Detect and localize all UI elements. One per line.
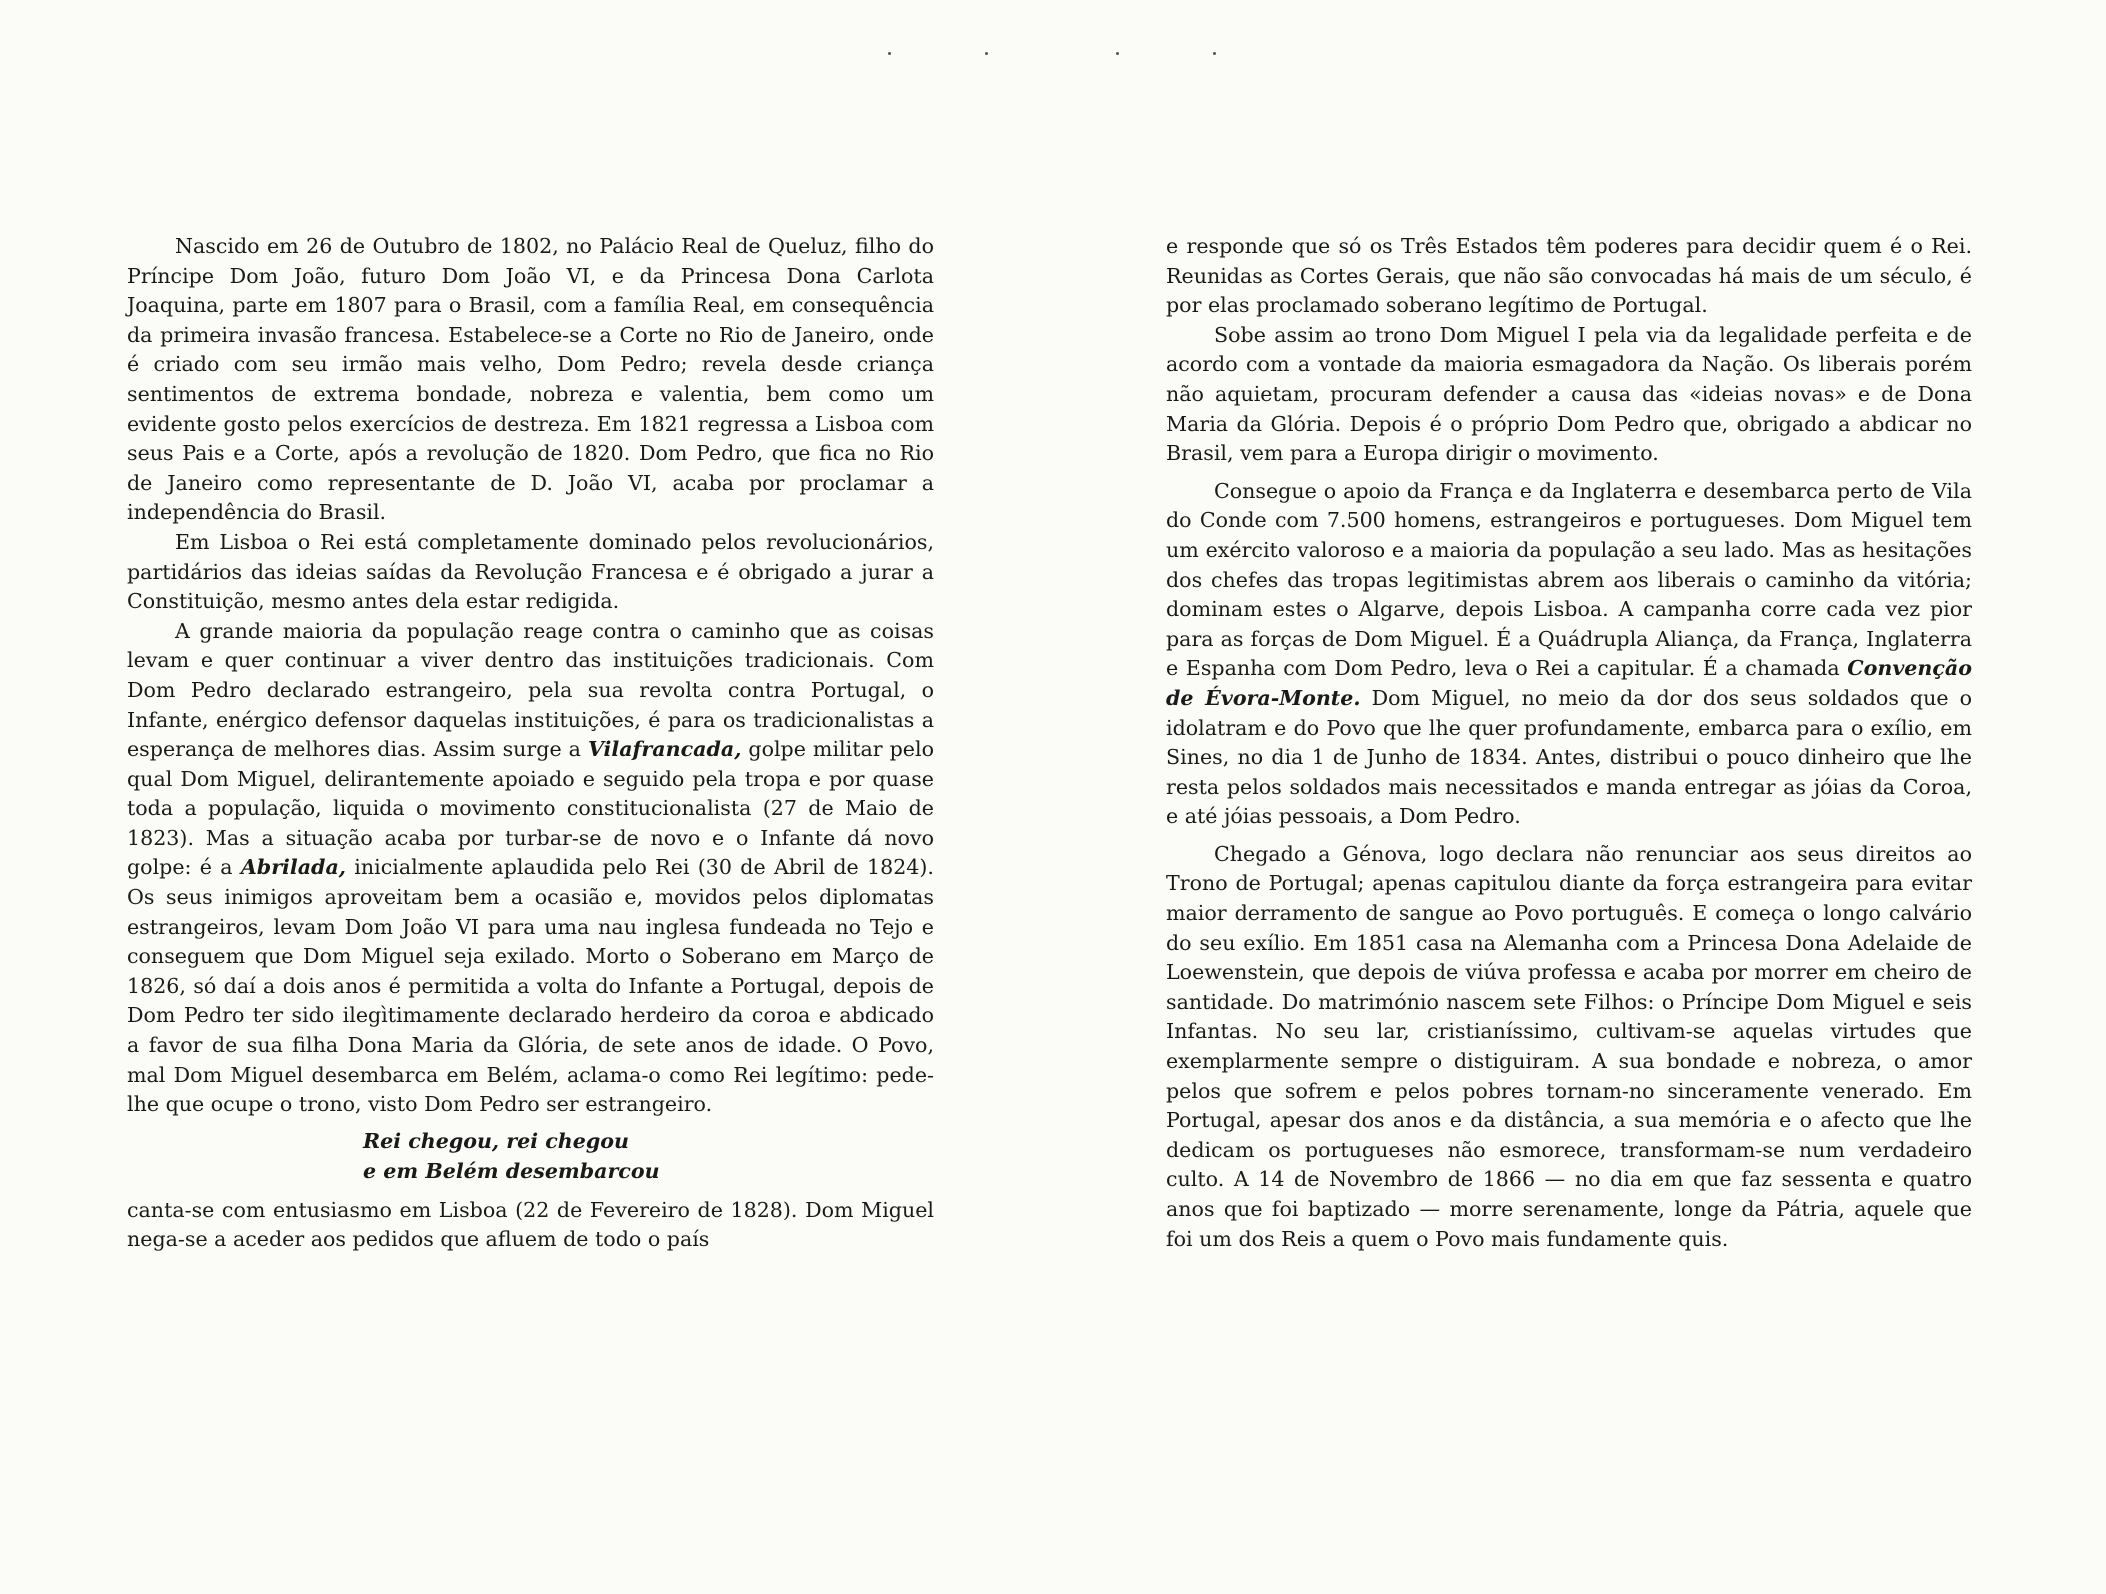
paragraph-birth: Nascido em 26 de Outubro de 1802, no Palácio Real de Queluz, filho do Príncipe Dom João, futuro Dom João VI, e da Princesa Dona Carlota Joaquina, parte em 1807 para o Brasil, com a família Real, em consequência da primeira invasão francesa. Estabelece-se a Corte no Rio de Janeiro, onde é criado com seu irmão mais velho, Dom Pedro; revela desde criança sentimentos de extrema bondade, nobreza e valentia, bem como um evidente gosto pelos exercícios de destreza. Em 1821 regressa a Lisboa com seus Pais e a Corte, após a revolução de 1820. Dom Pedro, que fica no Rio de Janeiro como representante de D. João VI, acaba por proclamar a independência do Brasil. [127, 234, 934, 525]
text-segment: inicialmente aplaudida pelo Rei (30 de Abril de 1824). Os seus inimigos aproveitam bem a ocasião e, movidos pelos diplomatas estrangeiros, levam Dom João VI para uma nau inglesa fundeada no Tejo e conseguem que Dom Miguel seja exilado. Morto o Soberano em Março de 1826, só daí a dois anos é permitida a volta do Infante a Portugal, depois de Dom Pedro ter sido ilegìtimamente declarado herdeiro da coroa e abdicado a favor de sua filha Dona Maria da Glória, de sete anos de idade. O Povo, mal Dom Miguel desembarca em Belém, aclama-o como Rei legítimo: pede-lhe que ocupe o trono, visto Dom Pedro ser estrangeiro. [127, 855, 934, 1117]
paragraph-lisbon-revolution: Em Lisboa o Rei está completamente dominado pelos revolucionários, partidários das ideias saídas da Revolução Francesa e é obrigado a jurar a Constituição, mesmo antes dela estar redigida. [127, 529, 934, 614]
text-segment: Dom Miguel, no meio da dor dos seus soldados que o idolatram e do Povo que lhe quer profundamente, embarca para o exílio, em Sines, no dia 1 de Junho de 1834. Antes, distribui o pouco dinheiro que lhe resta pelos soldados mais necessitados e manda entregar as jóias da Coroa, e até jóias pessoais, a Dom Pedro. [1166, 685, 1972, 829]
paragraph-three-estates: e responde que só os Três Estados têm poderes para decidir quem é o Rei. Reunidas as Cortes Gerais, que não são convocadas há mais de um século, é por elas proclamado soberano legítimo de Portugal. [1166, 234, 1972, 318]
text-segment: golpe militar pelo qual Dom Miguel, delirantemente apoiado e seguido pela tropa e por quase toda a população, liquida o movimento constitucionalista (27 de Maio de 1823). Mas a situação acaba por turbar-se de novo e o Infante dá novo golpe: é a [127, 737, 934, 880]
abrilada-term: Abrilada, [240, 855, 346, 880]
vilafrancada-term: Vilafrancada, [587, 737, 742, 762]
left-column [127, 232, 934, 1255]
paragraph-civil-war [1166, 477, 1972, 832]
verse-quote [127, 1126, 934, 1186]
text-segment: A grande maioria da população reage contra o caminho que as coisas levam e quer continuar a viver dentro das instituições tradicionais. Com Dom Pedro declarado estrangeiro, pela sua revolta contra Portugal, o Infante, enérgico defensor daquelas instituições, é para os tradicionalistas a esperança de melhores dias. Assim surge a [127, 618, 934, 762]
text-segment: Consegue o apoio da França e da Inglaterra e desembarca perto de Vila do Conde com 7.500 homens, estrangeiros e portugueses. Dom Miguel tem um exército valoroso e a maioria da população a seu lado. Mas as hesitações dos chefes das tropas legitimistas abrem aos liberais o caminho da vitória; dominam estes o Algarve, depois Lisboa. A campanha corre cada vez pior para as forças de Dom Miguel. É a Quádrupla Aliança, da França, Inglaterra e Espanha com Dom Pedro, leva o Rei a capitular. É a chamada [1166, 478, 1972, 681]
convencao-term: Convenção de Évora-Monte. [1166, 656, 1972, 710]
paragraph-continuation: canta-se com entusiasmo em Lisboa (22 de Fevereiro de 1828). Dom Miguel nega-se a aceder aos pedidos que afluem de todo o país [127, 1197, 934, 1252]
paragraph-throne: Sobe assim ao trono Dom Miguel I pela via da legalidade perfeita e de acordo com a vontade da maioria esmagadora da Nação. Os liberais porém não aquietam, procuram defender a causa das «ideias novas» e de Dona Maria da Glória. Depois é o próprio Dom Pedro que, obrigado a abdicar no Brasil, vem para a Europa dirigir o movimento. [1166, 322, 1972, 466]
paragraph-vilafrancada [127, 617, 934, 1120]
page-mark [1213, 52, 1216, 55]
page-mark [985, 52, 988, 55]
page-mark [888, 52, 891, 55]
verse-line: e em Belém desembarcou [363, 1158, 660, 1183]
verse-line: Rei chegou, rei chegou [363, 1128, 629, 1153]
right-column [1166, 232, 1972, 1254]
paragraph-exile: Chegado a Génova, logo declara não renunciar aos seus direitos ao Trono de Portugal; apenas capitulou diante da força estrangeira para evitar maior derramento de sangue ao Povo português. E começa o longo calvário do seu exílio. Em 1851 casa na Alemanha com a Princesa Dona Adelaide de Loewenstein, que depois de viúva professa e acaba por morrer em cheiro de santidade. Do matrimónio nascem sete Filhos: o Príncipe Dom Miguel e seis Infantas. No seu lar, cristianíssimo, cultivam-se aquelas virtudes que exemplarmente sempre o distiguiram. A sua bondade e nobreza, o amor pelos que sofrem e pelos pobres tornam-no sinceramente venerado. Em Portugal, apesar dos anos e da distância, a sua memória e o afecto que lhe dedicam os portugueses não esmorece, transformam-se num verdadeiro culto. A 14 de Novembro de 1866 — no dia em que faz sessenta e quatro anos que foi baptizado — morre serenamente, longe da Pátria, aquele que foi um dos Reis a quem o Povo mais fundamente quis. [1166, 841, 1972, 1251]
page-mark [1116, 52, 1119, 55]
